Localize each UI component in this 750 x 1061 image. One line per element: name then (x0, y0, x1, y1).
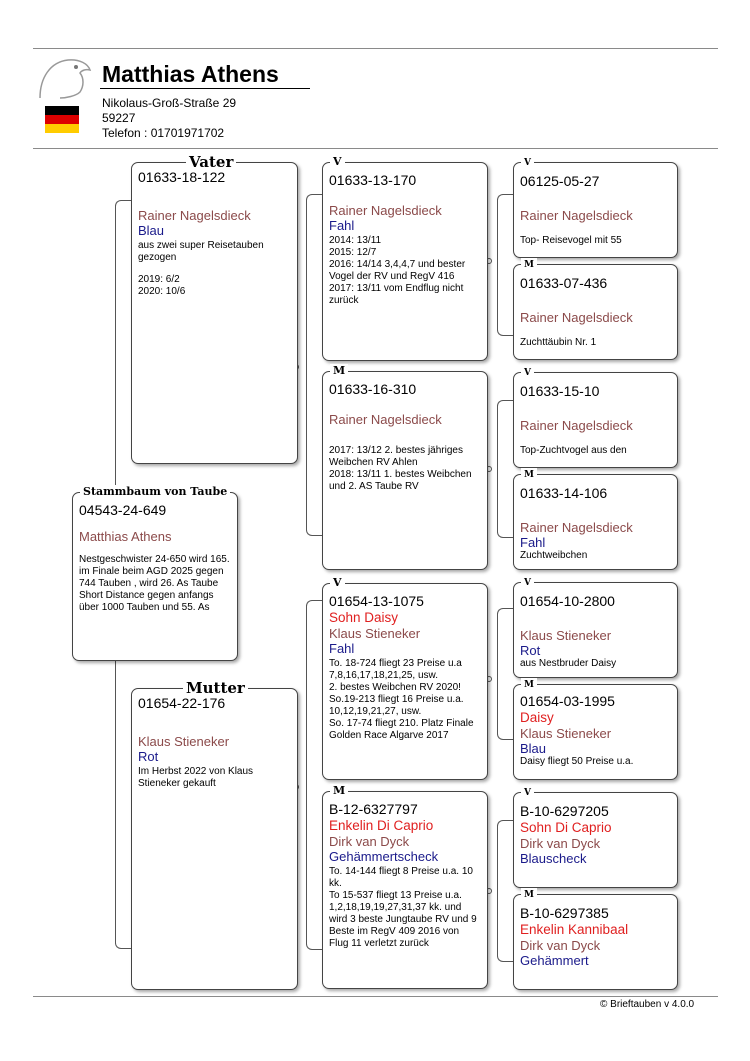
mff-card[interactable] (513, 582, 678, 678)
fmf-card[interactable] (513, 372, 678, 468)
germany-flag-icon (45, 106, 79, 133)
father-info-line (138, 264, 291, 274)
flag-stripe-gold (45, 124, 79, 133)
owner-street: Nikolaus-Groß-Straße 29 (102, 96, 237, 110)
mm-color: Gehämmertscheck (329, 849, 439, 864)
mother-breeder: Klaus Stieneker (138, 734, 230, 749)
subject-label: Stammbaum von Taube (80, 485, 230, 499)
mm-ring: B-12-6327797 (329, 801, 418, 817)
fm-ring: 01633-16-310 (329, 381, 417, 397)
flag-stripe-red (45, 115, 79, 124)
father-info-line: 2020: 10/6 (138, 286, 186, 297)
mf-info-line: 2. bestes Weibchen RV 2020! (329, 682, 461, 693)
ff-breeder: Rainer Nagelsdieck (329, 203, 442, 218)
mm-label: M (330, 784, 348, 798)
fff-card[interactable] (513, 162, 678, 258)
father-ring: 01633-18-122 (138, 169, 226, 185)
mother-ring: 01654-22-176 (138, 695, 226, 711)
owner-zip: 59227 (102, 111, 136, 125)
ff-color: Fahl (329, 218, 355, 233)
subject-breeder: Matthias Athens (79, 529, 172, 544)
mm-bird-name: Enkelin Di Caprio (329, 818, 434, 833)
fmm-ring: 01633-14-106 (520, 485, 608, 501)
mother-card[interactable] (131, 688, 298, 990)
mff-info-line: aus Nestbruder Daisy (520, 658, 617, 669)
mmm-breeder: Dirk van Dyck (520, 938, 601, 953)
mfm-color: Blau (520, 741, 547, 756)
pigeon-head-logo (36, 52, 94, 100)
mm-info-line: To 15-537 fliegt 13 Preise u.a. 1,2,18,19,19,27,31,37 kk. und wird 3 beste Jungtaube RV und 9 Beste im RegV 409 2016 von Flug 11 verletzt zurück (329, 890, 477, 949)
fmm-color: Fahl (520, 535, 546, 550)
subject-ring: 04543-24-649 (79, 502, 167, 518)
ff-info-line: 2017: 13/11 vom Endflug nicht zurück (329, 283, 464, 306)
mf-info-line: So.19-213 fliegt 16 Preise u.a. 10,12,19,21,27, usw. (329, 694, 464, 717)
mfm-breeder: Klaus Stieneker (520, 726, 612, 741)
mf-color: Fahl (329, 641, 355, 656)
fff-label: V (521, 156, 534, 170)
mother-label: Mutter (183, 681, 248, 695)
mf-card[interactable] (322, 583, 488, 780)
mm-card[interactable] (322, 791, 488, 989)
mmf-color: Blauscheck (520, 851, 587, 866)
owner-name: Matthias Athens (102, 61, 279, 87)
header-top-rule (33, 48, 718, 49)
fm-info-line: 2017: 13/12 2. bestes jähriges Weibchen RV Ahlen (329, 445, 463, 468)
fff-info-line: Top- Reisevogel mit 55 (520, 235, 622, 246)
mff-color: Rot (520, 643, 541, 658)
father-info-line: 2019: 6/2 (138, 274, 180, 285)
fmf-ring: 01633-15-10 (520, 383, 600, 399)
fmm-label: M (521, 468, 537, 482)
mf-label: V (330, 576, 345, 590)
ff-info-line: 2014: 13/11 (329, 235, 382, 246)
fm-breeder: Rainer Nagelsdieck (329, 412, 442, 427)
subject-card[interactable] (72, 492, 238, 661)
mfm-info-line: Daisy fliegt 50 Preise u.a. (520, 756, 634, 767)
mmf-ring: B-10-6297205 (520, 803, 609, 819)
mf-ring: 01654-13-1075 (329, 593, 424, 609)
owner-name-underline (100, 88, 310, 89)
ffm-card[interactable] (513, 264, 678, 360)
connector-father-parents (306, 194, 323, 536)
fm-info-line: 2018: 13/11 1. bestes Weibchen und 2. AS Taube RV (329, 469, 472, 492)
mmf-label: V (521, 786, 534, 800)
connector-fm-parents (497, 400, 514, 538)
mmf-card[interactable] (513, 792, 678, 888)
mmm-bird-name: Enkelin Kannibaal (520, 922, 629, 937)
mm-info-line: To. 14-144 fliegt 8 Preise u.a. 10 kk. (329, 866, 473, 889)
fm-card[interactable] (322, 371, 488, 570)
connector-ff-parents (497, 194, 514, 336)
mf-info-line: So. 17-74 fliegt 210. Platz Finale Golden Race Algarve 2017 (329, 718, 474, 741)
fff-breeder: Rainer Nagelsdieck (520, 208, 633, 223)
fmf-label: V (521, 366, 534, 380)
header-bottom-rule (33, 148, 718, 149)
father-info-line: aus zwei super Reisetauben gezogen (138, 240, 264, 263)
ff-label: V (330, 155, 345, 169)
mff-ring: 01654-10-2800 (520, 593, 615, 609)
mfm-bird-name: Daisy (520, 710, 554, 725)
mff-breeder: Klaus Stieneker (520, 628, 612, 643)
father-card[interactable] (131, 162, 298, 464)
ffm-breeder: Rainer Nagelsdieck (520, 310, 633, 325)
mfm-ring: 01654-03-1995 (520, 693, 615, 709)
mmm-card[interactable] (513, 894, 678, 990)
mfm-card[interactable] (513, 684, 678, 780)
subject-info-line: Nestgeschwister 24-650 wird 165. im Finale beim AGD 2025 gegen 744 Tauben , wird 26. As Taube Short Distance gegen anfangs über 1000 Tauben und 55. As (79, 554, 230, 613)
fmf-breeder: Rainer Nagelsdieck (520, 418, 633, 433)
mmf-bird-name: Sohn Di Caprio (520, 820, 612, 835)
connector-mf-parents (497, 608, 514, 740)
father-label: Vater (186, 155, 236, 169)
mmm-label: M (521, 888, 537, 902)
mmm-color: Gehämmert (520, 953, 589, 968)
mother-color: Rot (138, 749, 159, 764)
mf-bird-name: Sohn Daisy (329, 610, 399, 625)
connector-mm-parents (497, 820, 514, 962)
ffm-ring: 01633-07-436 (520, 275, 608, 291)
mmm-ring: B-10-6297385 (520, 905, 609, 921)
fff-ring: 06125-05-27 (520, 173, 600, 189)
mm-breeder: Dirk van Dyck (329, 834, 410, 849)
ff-card[interactable] (322, 162, 488, 361)
mf-info-line: To. 18-724 fliegt 23 Preise u.a 7,8,16,17,18,21,25, usw. (329, 658, 462, 681)
father-color: Blau (138, 223, 165, 238)
ff-info-line: 2016: 14/14 3,4,4,7 und bester Vogel der RV und RegV 416 (329, 259, 466, 282)
owner-phone: Telefon : 01701971702 (102, 126, 225, 140)
ff-ring: 01633-13-170 (329, 172, 417, 188)
fmm-info-line: Zuchtweibchen (520, 550, 588, 561)
fmm-breeder: Rainer Nagelsdieck (520, 520, 633, 535)
mother-info-line: Im Herbst 2022 von Klaus Stieneker gekauft (138, 766, 254, 789)
connector-mother-parents (306, 600, 323, 950)
fm-label: M (330, 364, 348, 378)
footer-copyright: © Brieftauben v 4.0.0 (600, 999, 695, 1010)
footer-rule (33, 996, 718, 997)
ffm-info-line: Zuchttäubin Nr. 1 (520, 337, 597, 348)
fmf-info-line: Top-Zuchtvogel aus den (520, 445, 627, 456)
flag-stripe-black (45, 106, 79, 115)
fmm-card[interactable] (513, 474, 678, 570)
ffm-label: M (521, 258, 537, 272)
mfm-label: M (521, 678, 537, 692)
mff-label: V (521, 576, 534, 590)
mf-breeder: Klaus Stieneker (329, 626, 421, 641)
father-breeder: Rainer Nagelsdieck (138, 208, 251, 223)
mmf-breeder: Dirk van Dyck (520, 836, 601, 851)
ff-info-line: 2015: 12/7 (329, 247, 377, 258)
